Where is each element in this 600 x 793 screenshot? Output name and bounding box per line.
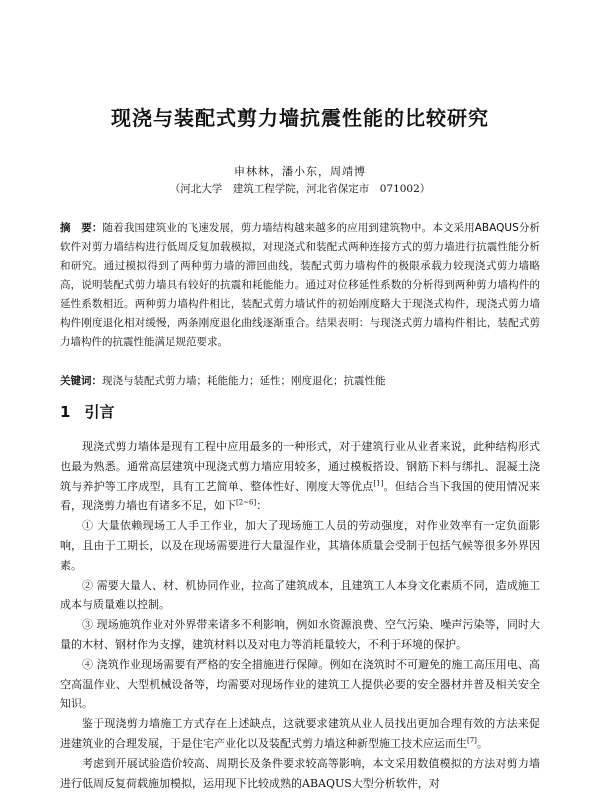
abstract-label: 摘 要： (60, 222, 103, 234)
affiliation: （河北大学 建筑工程学院，河北省保定市 071002） (169, 183, 431, 195)
paragraph-text: 。 (476, 736, 488, 750)
paragraph-text: 。但结合当下我国的使用情况来看，现浇剪力墙也有诸多不足，如下 (60, 479, 541, 513)
list-item: ④ 浇筑作业现场需要有严格的安全措施进行保障。例如在浇筑时不可避免的施工高压用电、高空高温作业、大型机械设备等，均需要对现场作业的建筑工人提供必要的安全器材并普及相关安全知识。 (60, 657, 540, 711)
section-title: 引言 (84, 403, 115, 421)
citation: [1] (373, 478, 384, 487)
author-list: 申林林，潘小东，周靖博 (234, 165, 366, 178)
citation: [7] (467, 736, 477, 745)
paragraph-text: 现浇式剪力墙体是现有工程中应用最多的一种形式，对于建筑行业从业者来说，此种结构形式也最为熟悉。通常高层建筑中现浇式剪力墙应用较多，通过模板搭设、钢筋下料与绑扎、混凝土浇筑与养护等工序成型，具有工艺简单、整体性好、刚度大等优点 (60, 440, 540, 493)
paragraph: 考虑到开展试验造价较高、周期长及条件要求较高等影响，本文采用数值模拟的方法对剪力墙进行低周反复荷载施加模拟，运用现下比较成熟的ABAQUS大型分析软件，对 (60, 756, 540, 790)
paragraph-text: 鉴于现浇剪力墙施工方式存在上述缺点，这就要求建筑从业人员找出更加合理有效的方法来促进建筑业的合理发展，于是住宅产业化以及装配式剪力墙这种新型施工技术应运而生 (60, 717, 540, 750)
paper-title: 现浇与装配式剪力墙抗震性能的比较研究 (111, 106, 489, 130)
paragraph (60, 437, 540, 516)
abstract (60, 219, 540, 352)
list-item: ③ 现场施筑作业对外界带来诸多不利影响，例如水资源浪费、空气污染、噪声污染等，同时大量的木材、钢材作为支撑，建筑材料以及对电力等消耗量较大，不利于环境的保护。 (60, 618, 540, 651)
body-text (60, 437, 540, 793)
paragraph (60, 714, 540, 754)
abstract-text: 随着我国建筑业的飞速发展，剪力墙结构越来越多的应用到建筑物中。本文采用ABAQUS分析软件对剪力墙结构进行低周反复加载模拟，对现浇式和装配式两种连接方式的剪力墙进行抗震性能分析和研究。通过模拟得到了两种剪力墙的滞回曲线，装配式剪力墙构件的极限承载力较现浇式剪力墙略高，说明装配式剪力墙具有较好的抗震和耗能能力。通过对位移延性系数的分析得到两种剪力墙构件的延性系数相近。两种剪力墙构件相比，装配式剪力墙试件的初始刚度略大于现浇式构件，现浇式剪力墙构件刚度退化相对缓慢，两条刚度退化曲线逐渐重合。结果表明：与现浇式剪力墙构件相比，装配式剪力墙构件的抗震性能满足规范要求。 (60, 222, 541, 348)
keywords-label: 关键词： (60, 375, 102, 387)
section-heading (60, 401, 114, 422)
paragraph-text: ： (256, 499, 268, 513)
keywords (60, 373, 540, 388)
keywords-text: 现浇与装配式剪力墙；耗能能力；延性；刚度退化；抗震性能 (102, 375, 386, 387)
list-item: ① 大量依赖现场工人手工作业，加大了现场施工人员的劳动强度，对作业效率有一定负面影响，且由于工期长，以及在现场需要进行大量湿作业，其墙体质量会受制于包括气候等很多外界因素。 (60, 519, 540, 572)
citation: [2~6] (236, 498, 257, 507)
list-item: ② 需要大量人、材、机协同作业，拉高了建筑成本，且建筑工人本身文化素质不同，造成施工成本与质量难以控制。 (60, 578, 540, 612)
section-number: 1 (60, 403, 71, 421)
